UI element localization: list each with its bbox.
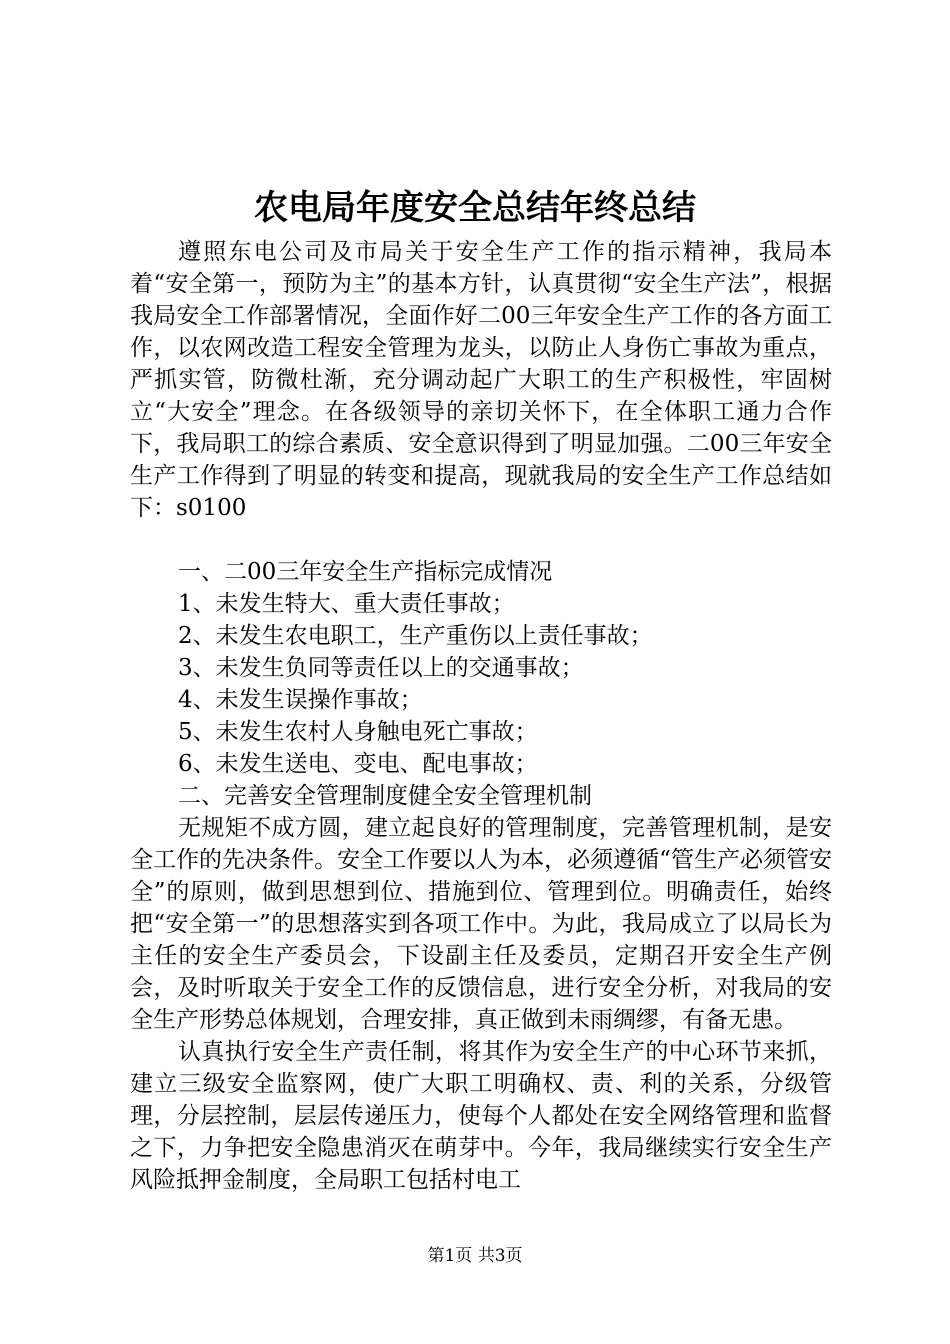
list-item: 3、未发生负同等责任以上的交通事故； — [178, 655, 584, 681]
responsibility-paragraph: 认真执行安全生产责任制，将其作为安全生产的中心环节来抓，建立三级安全监察网，使广大职工明确权、责、利的关系，分级管理，分层控制，层层传递压力，使每个人都处在安全网络管理和监督之下，力争把安全隐患消灭在萌芽中。今年，我局继续实行安全生产风险抵押金制度，全局职工包括村电工 — [130, 1039, 832, 1193]
document-title: 农电局年度安全总结年终总结 — [254, 188, 696, 228]
section-1-heading: 一、二00三年安全生产指标完成情况 — [178, 559, 553, 585]
list-item: 4、未发生误操作事故； — [178, 687, 423, 713]
paragraph-spacer — [130, 524, 832, 556]
list-item: 2、未发生农电职工，生产重伤以上责任事故； — [178, 623, 653, 649]
list-item: 6、未发生送电、变电、配电事故； — [178, 751, 538, 777]
section-2-heading: 二、完善安全管理制度健全安全管理机制 — [178, 783, 592, 809]
list-item: 1、未发生特大、重大责任事故； — [178, 591, 515, 617]
management-paragraph: 无规矩不成方圆，建立起良好的管理制度，完善管理机制，是安全工作的先决条件。安全工作要以人为本，必须遵循“管生产必须管安全”的原则，做到思想到位、措施到位、管理到位。明确责任，始终把“安全第一”的思想落实到各项工作中。为此，我局成立了以局长为主任的安全生产委员会，下设副主任及委员，定期召开安全生产例会，及时听取关于安全工作的反馈信息，进行安全分析，对我局的安全生产形势总体规划，合理安排，真正做到未雨绸缪，有备无患。 — [130, 815, 832, 1033]
list-item: 5、未发生农村人身触电死亡事故； — [178, 719, 538, 745]
intro-paragraph: 遵照东电公司及市局关于安全生产工作的指示精神，我局本着“安全第一，预防为主”的基本方针，认真贯彻“安全生产法”，根据我局安全工作部署情况，全面作好二00三年安全生产工作的各方面工作，以农网改造工程安全管理为龙头，以防止人身伤亡事故为重点，严抓实管，防微杜渐，充分调动起广大职工的生产积极性，牢固树立“大安全”理念。在各级领导的亲切关怀下，在全体职工通力合作下，我局职工的综合素质、安全意识得到了明显加强。二00三年安全生产工作得到了明显的转变和提高，现就我局的安全生产工作总结如下：s0100 — [130, 239, 832, 521]
document-body — [130, 236, 832, 1196]
page-footer: 第1页 共3页 — [427, 1246, 523, 1266]
